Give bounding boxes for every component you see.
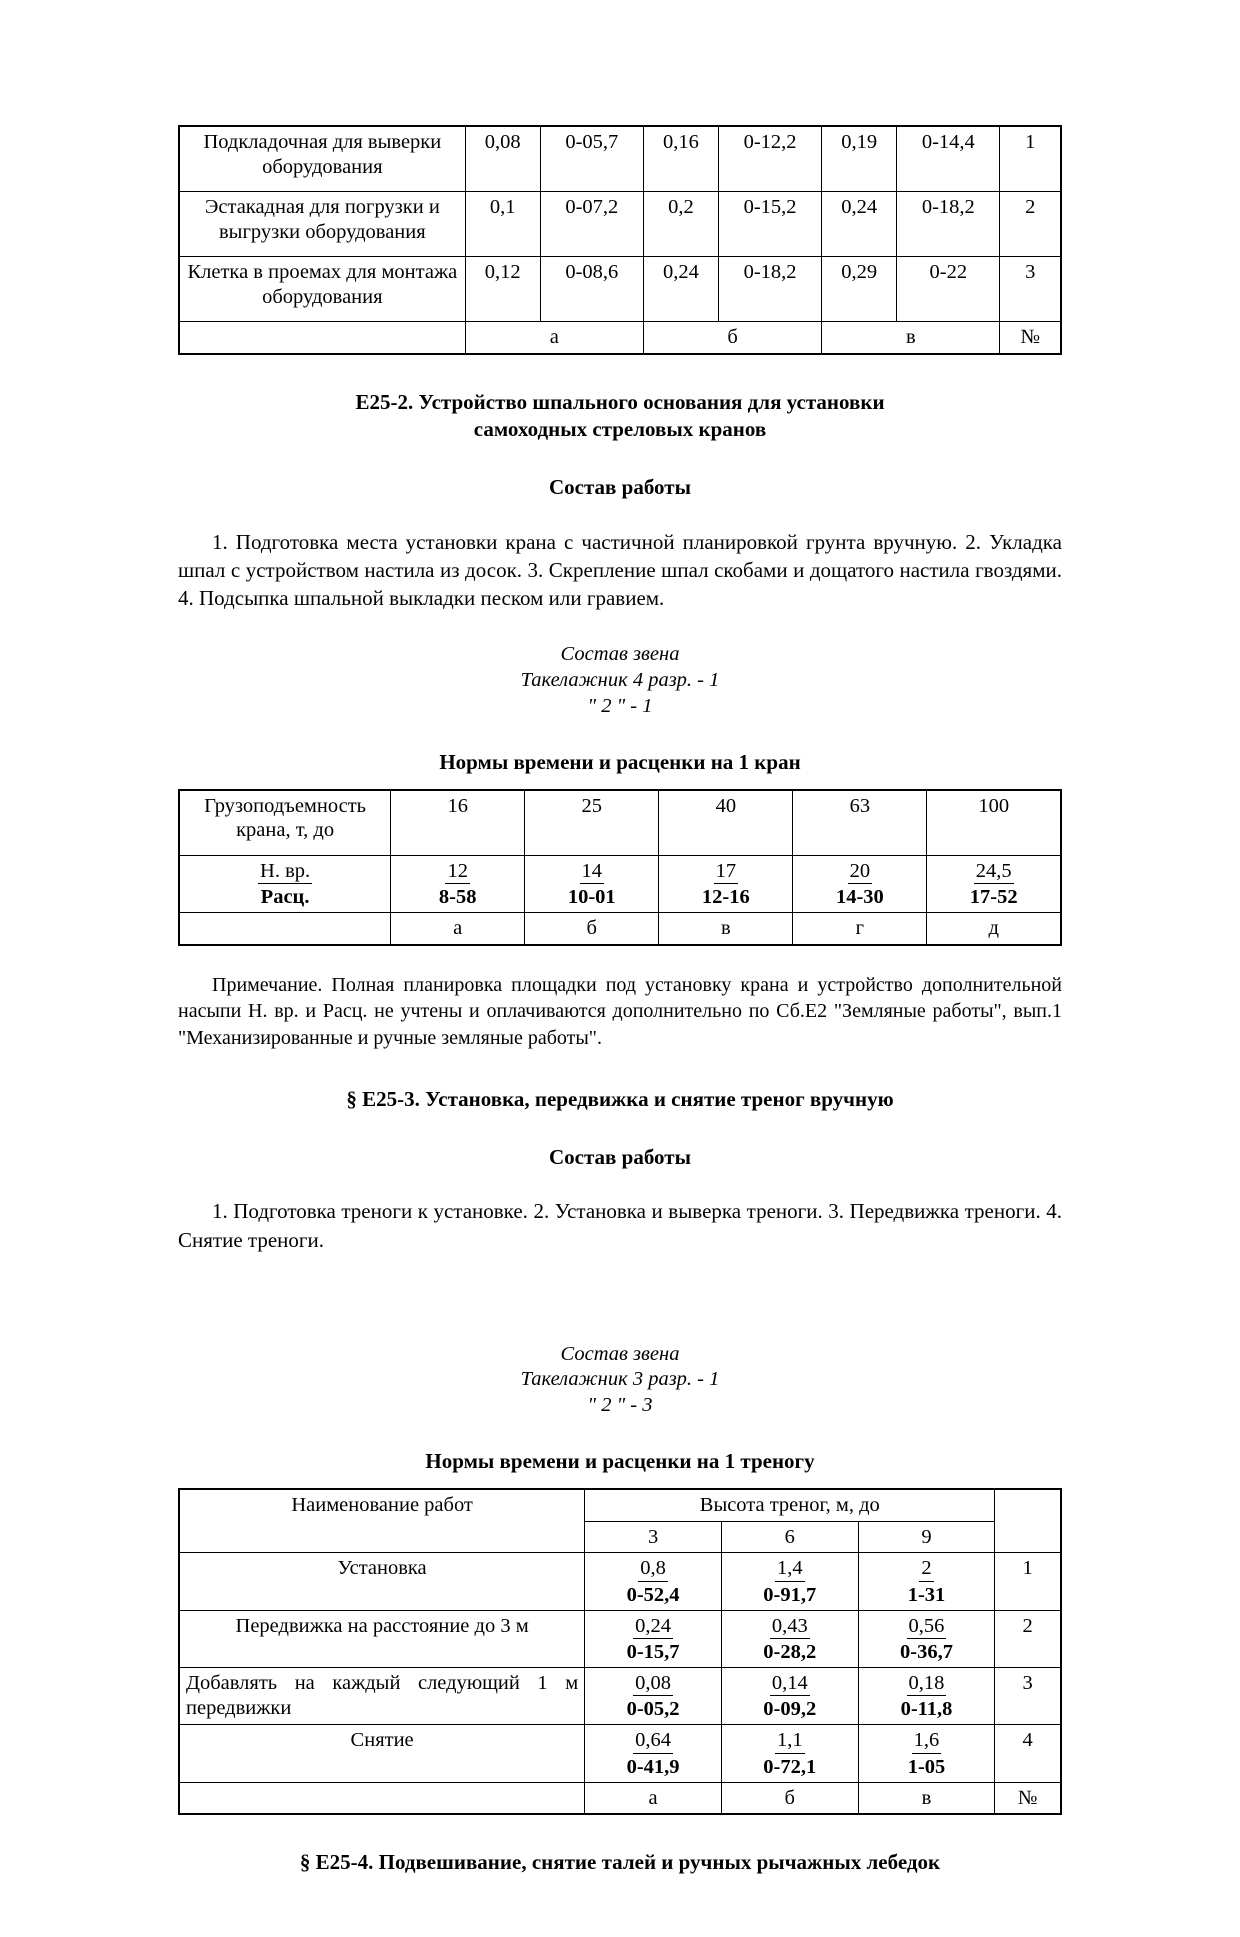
norm-rate-cell — [585, 1553, 722, 1610]
table-1 — [178, 125, 1062, 355]
work-composition-heading: Состав работы — [549, 475, 691, 500]
footer-col-number: № — [1000, 322, 1061, 354]
header-work-name: Наименование работ — [179, 1489, 585, 1553]
norm-value: 24,5 — [974, 859, 1014, 884]
table-row — [179, 192, 1061, 257]
section-title-e25-4: § Е25-4. Подвешивание, снятие талей и ручных рычажных лебедок — [299, 1850, 941, 1875]
norm-value: 0,64 — [633, 1728, 673, 1753]
cell-rate-c: 0-14,4 — [897, 126, 1000, 192]
capacity-value: 100 — [927, 790, 1061, 856]
table-2 — [178, 789, 1062, 946]
norm-rate-cell — [721, 1553, 858, 1610]
height-value: 3 — [585, 1521, 722, 1553]
rate-value: 14-30 — [835, 885, 884, 908]
crew-heading: Состав звена — [560, 1342, 680, 1365]
crew-line-2: " 2 " - 3 — [587, 1394, 653, 1417]
section-title-line2: самоходных стреловых кранов — [473, 417, 767, 442]
crew-heading: Состав звена — [560, 643, 680, 666]
row-label: Добавлять на каждый следующий 1 м передвижки — [179, 1668, 585, 1725]
table-row — [179, 1668, 1061, 1725]
norm-rate-cell — [858, 1610, 995, 1667]
norm-rate-cell — [858, 1553, 995, 1610]
norm-value: 0,43 — [770, 1614, 810, 1639]
footer-col-b: б — [643, 322, 821, 354]
cell-row-number: 3 — [1000, 257, 1061, 322]
norm-rate-cell — [585, 1610, 722, 1667]
table-3-caption: Нормы времени и расценки на 1 треногу — [425, 1449, 815, 1474]
rate-value: 10-01 — [567, 885, 616, 908]
header-height-group: Высота треног, м, до — [585, 1489, 995, 1521]
crew-composition-block — [178, 1342, 1062, 1419]
norm-value: 0,18 — [907, 1671, 947, 1696]
cell-norm-a: 0,1 — [465, 192, 540, 257]
footer-col-letter: а — [585, 1782, 722, 1814]
rate-value: 12-16 — [701, 885, 750, 908]
norm-rate-cell — [585, 1725, 722, 1782]
row-label: Подкладочная для выверки оборудования — [179, 126, 465, 192]
footer-col-letter: г — [793, 912, 927, 944]
norm-rate-cell — [858, 1725, 995, 1782]
norm-value: 1,4 — [775, 1556, 805, 1581]
norm-value: 0,8 — [638, 1556, 668, 1581]
table-header-row — [179, 1489, 1061, 1521]
crew-composition-block — [178, 642, 1062, 719]
rate-label-suffix: . — [304, 885, 310, 908]
footer-blank — [179, 912, 391, 944]
footer-col-a: а — [465, 322, 643, 354]
table-footer-row — [179, 322, 1061, 354]
cell-norm-c: 0,29 — [822, 257, 897, 322]
cell-rate-a: 0-08,6 — [540, 257, 643, 322]
norm-value: 14 — [580, 859, 605, 884]
cell-row-number: 2 — [1000, 192, 1061, 257]
rate-value: 0-41,9 — [626, 1755, 680, 1778]
table-row — [179, 1610, 1061, 1667]
work-composition-heading: Состав работы — [549, 1144, 691, 1169]
norm-value: 20 — [848, 859, 873, 884]
norm-value: 12 — [445, 859, 470, 884]
vertical-spacer — [178, 1254, 1062, 1312]
height-value: 6 — [721, 1521, 858, 1553]
cell-rate-b: 0-18,2 — [718, 257, 821, 322]
cell-rate-a: 0-07,2 — [540, 192, 643, 257]
footer-col-letter: д — [927, 912, 1061, 944]
footer-col-letter: б — [525, 912, 659, 944]
rate-value: 1-31 — [907, 1583, 946, 1606]
norm-rate-cell — [525, 855, 659, 912]
rate-value: 0-15,7 — [626, 1640, 680, 1663]
norm-value: 17 — [714, 859, 739, 884]
norm-value: 0,56 — [907, 1614, 947, 1639]
table-tripod-norms — [178, 1488, 1062, 1815]
capacity-value: 16 — [391, 790, 525, 856]
norm-value: 0,14 — [770, 1671, 810, 1696]
cell-norm-a: 0,12 — [465, 257, 540, 322]
table-row — [179, 126, 1061, 192]
cell-norm-a: 0,08 — [465, 126, 540, 192]
footer-col-letter: в — [659, 912, 793, 944]
header-number-blank — [995, 1489, 1061, 1553]
norm-rate-cell — [585, 1668, 722, 1725]
norm-rate-cell — [793, 855, 927, 912]
cell-row-number: 4 — [995, 1725, 1061, 1782]
rate-value: 17-52 — [969, 885, 1018, 908]
crew-line-1: Такелажник 4 разр. - 1 — [520, 668, 720, 691]
table-header-row — [179, 790, 1061, 856]
norm-value: 1,6 — [912, 1728, 942, 1753]
rate-label-bold: Расц — [260, 885, 305, 908]
cell-rate-b: 0-12,2 — [718, 126, 821, 192]
work-composition-text: 1. Подготовка треноги к установке. 2. Установка и выверка треноги. 3. Передвижка треноги. 4. Снятие треноги. — [178, 1199, 1062, 1252]
footer-col-number: № — [995, 1782, 1061, 1814]
row-label: Эстакадная для погрузки и выгрузки оборудования — [179, 192, 465, 257]
table-crane-norms — [178, 789, 1062, 946]
rate-value: 0-05,2 — [626, 1698, 680, 1721]
cell-row-number: 1 — [1000, 126, 1061, 192]
cell-rate-a: 0-05,7 — [540, 126, 643, 192]
capacity-value: 63 — [793, 790, 927, 856]
capacity-value: 25 — [525, 790, 659, 856]
crew-line-1: Такелажник 3 разр. - 1 — [520, 1368, 720, 1391]
height-value: 9 — [858, 1521, 995, 1553]
rate-value: 0-52,4 — [626, 1583, 680, 1606]
table-row — [179, 1553, 1061, 1610]
norm-value: 0,08 — [633, 1671, 673, 1696]
table-3 — [178, 1488, 1062, 1815]
rate-value: 0-36,7 — [900, 1640, 953, 1663]
table-footer-row — [179, 912, 1061, 944]
row-label: Клетка в проемах для монтажа оборудования — [179, 257, 465, 322]
cell-rate-b: 0-15,2 — [718, 192, 821, 257]
cell-rate-c: 0-22 — [897, 257, 1000, 322]
footer-col-letter: б — [721, 1782, 858, 1814]
footer-col-letter: в — [858, 1782, 995, 1814]
rate-value: 1-05 — [907, 1755, 946, 1778]
cell-norm-b: 0,2 — [643, 192, 718, 257]
norm-label: Н. вр. — [258, 859, 312, 884]
cell-row-number: 2 — [995, 1610, 1061, 1667]
norm-rate-cell — [721, 1668, 858, 1725]
cell-norm-b: 0,24 — [643, 257, 718, 322]
table-footer-row — [179, 1782, 1061, 1814]
rate-value: 0-72,1 — [763, 1755, 817, 1778]
footer-col-v: в — [822, 322, 1000, 354]
footer-col-letter: а — [391, 912, 525, 944]
norm-value: 1,1 — [775, 1728, 805, 1753]
rate-label — [186, 885, 384, 909]
norm-value: 2 — [919, 1556, 933, 1581]
cell-norm-c: 0,19 — [822, 126, 897, 192]
cell-norm-b: 0,16 — [643, 126, 718, 192]
rate-value: 0-28,2 — [763, 1640, 817, 1663]
section-title-e25-2 — [178, 389, 1062, 444]
norm-rate-cell — [858, 1668, 995, 1725]
row-label: Установка — [179, 1553, 585, 1610]
norm-value: 0,24 — [633, 1614, 673, 1639]
section-title-line1: Е25-2. Устройство шпального основания для установки — [355, 389, 885, 414]
table-row — [179, 855, 1061, 912]
crew-line-2: " 2 " - 1 — [587, 694, 653, 717]
note-paragraph: Примечание. Полная планировка площадки под установку крана и устройство дополнительной насыпи Н. вр. и Расц. не учтены и оплачиваются дополнительно по Сб.Е2 "Земляные работы", вып.1 "Механизированные и ручные земляные работы". — [178, 973, 1062, 1050]
work-composition-text: 1. Подготовка места установки крана с частичной планировкой грунта вручную. 2. Укладка шпал с устройством настила из досок. 3. Скрепление шпал скобами и дощатого настила гвоздями. 4. Подсыпка шпальной выкладки песком или гравием. — [178, 529, 1062, 610]
capacity-header-label: Грузоподъемность крана, т, до — [179, 790, 391, 856]
norm-rate-cell — [927, 855, 1061, 912]
footer-blank — [179, 1782, 585, 1814]
row-label: Снятие — [179, 1725, 585, 1782]
norm-rate-cell — [721, 1725, 858, 1782]
section-title-e25-3: § Е25-3. Установка, передвижка и снятие треног вручную — [346, 1086, 894, 1111]
cell-row-number: 3 — [995, 1668, 1061, 1725]
footer-blank — [179, 322, 465, 354]
norm-rate-cell — [659, 855, 793, 912]
table-row — [179, 257, 1061, 322]
norm-rate-cell — [391, 855, 525, 912]
table-scaffold-types — [178, 125, 1062, 355]
cell-rate-c: 0-18,2 — [897, 192, 1000, 257]
row-label: Передвижка на расстояние до 3 м — [179, 1610, 585, 1667]
rate-value: 8-58 — [438, 885, 477, 908]
rate-value: 0-91,7 — [763, 1583, 817, 1606]
cell-row-number: 1 — [995, 1553, 1061, 1610]
table-2-caption: Нормы времени и расценки на 1 кран — [439, 749, 801, 774]
rate-value: 0-11,8 — [900, 1698, 953, 1721]
norm-rate-cell — [721, 1610, 858, 1667]
rate-value: 0-09,2 — [763, 1698, 817, 1721]
table-row — [179, 1725, 1061, 1782]
norm-rate-label — [179, 855, 391, 912]
cell-norm-c: 0,24 — [822, 192, 897, 257]
capacity-value: 40 — [659, 790, 793, 856]
